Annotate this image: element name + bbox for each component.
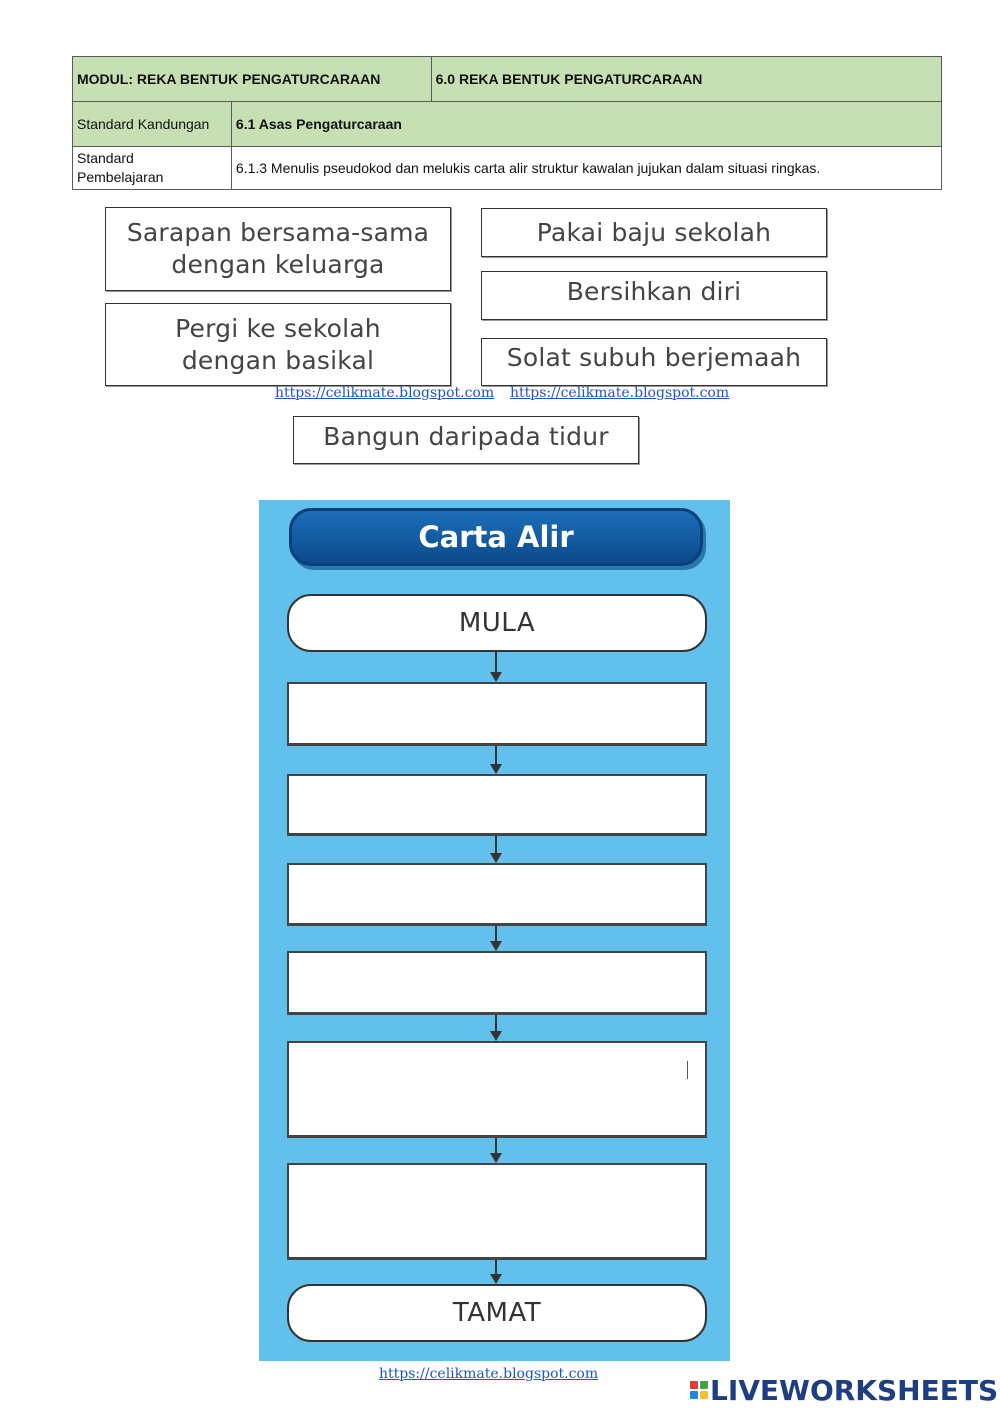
blog-link-footer[interactable]: https://celikmate.blogspot.com (379, 1366, 599, 1382)
module-header-table (72, 56, 942, 190)
liveworksheets-mark-icon (690, 1381, 708, 1399)
module-title: MODUL: REKA BENTUK PENGATURCARAAN (73, 57, 432, 102)
standard-pembelajaran-value: 6.1.3 Menulis pseudokod dan melukis carta alir struktur kawalan jujukan dalam situasi ringkas. (231, 147, 941, 190)
card-bersihkan-diri[interactable] (481, 271, 827, 320)
card-bangun-tidur-label: Bangun daripada tidur (323, 422, 609, 451)
brand-name: LIVEWORKSHEETS (710, 1373, 999, 1407)
flowchart-panel (259, 500, 730, 1361)
arrow-down-icon (490, 1015, 502, 1041)
drop-slot-6[interactable] (287, 1163, 707, 1260)
drop-slot-1[interactable] (287, 682, 707, 746)
standard-kandungan-label: Standard Kandungan (73, 102, 232, 147)
arrow-down-icon (490, 1260, 502, 1284)
flow-start: MULA (287, 594, 707, 652)
drop-slot-5[interactable] (287, 1041, 707, 1138)
arrow-down-icon (490, 926, 502, 951)
card-pergi-line1: Pergi ke sekolah (175, 313, 381, 343)
unit-title: 6.0 REKA BENTUK PENGATURCARAAN (431, 57, 941, 102)
arrow-down-icon (490, 1138, 502, 1163)
card-pergi-sekolah[interactable] (105, 303, 451, 386)
card-bersihkan-diri-label: Bersihkan diri (566, 277, 742, 306)
card-sarapan[interactable] (105, 207, 451, 291)
card-bangun-tidur[interactable] (293, 416, 639, 464)
sp-label-line1: Standard (77, 150, 134, 166)
liveworksheets-logo (690, 1374, 998, 1406)
card-solat-subuh-label: Solat subuh berjemaah (506, 343, 802, 372)
card-sarapan-line1: Sarapan bersama-sama (126, 218, 430, 247)
blog-link-2[interactable]: https://celikmate.blogspot.com (510, 385, 730, 401)
arrow-down-icon (490, 652, 502, 682)
arrow-down-icon (490, 746, 502, 774)
arrow-down-icon (490, 836, 502, 863)
drop-slot-2[interactable] (287, 774, 707, 836)
card-pakai-baju[interactable] (481, 208, 827, 257)
flow-end: TAMAT (287, 1284, 707, 1342)
drop-slot-4[interactable] (287, 951, 707, 1015)
text-cursor (687, 1061, 688, 1079)
blog-link-1[interactable]: https://celikmate.blogspot.com (275, 385, 495, 401)
card-solat-subuh[interactable] (481, 338, 827, 386)
flowchart-title: Carta Alir (289, 508, 703, 566)
card-pergi-line2: dengan basikal (181, 345, 375, 375)
drop-slot-3[interactable] (287, 863, 707, 926)
card-pakai-baju-label: Pakai baju sekolah (536, 217, 772, 247)
card-sarapan-line2: dengan keluarga (171, 250, 385, 279)
sp-label-line2: Pembelajaran (77, 169, 164, 185)
standard-pembelajaran-label (73, 147, 232, 190)
standard-kandungan-value: 6.1 Asas Pengaturcaraan (231, 102, 941, 147)
